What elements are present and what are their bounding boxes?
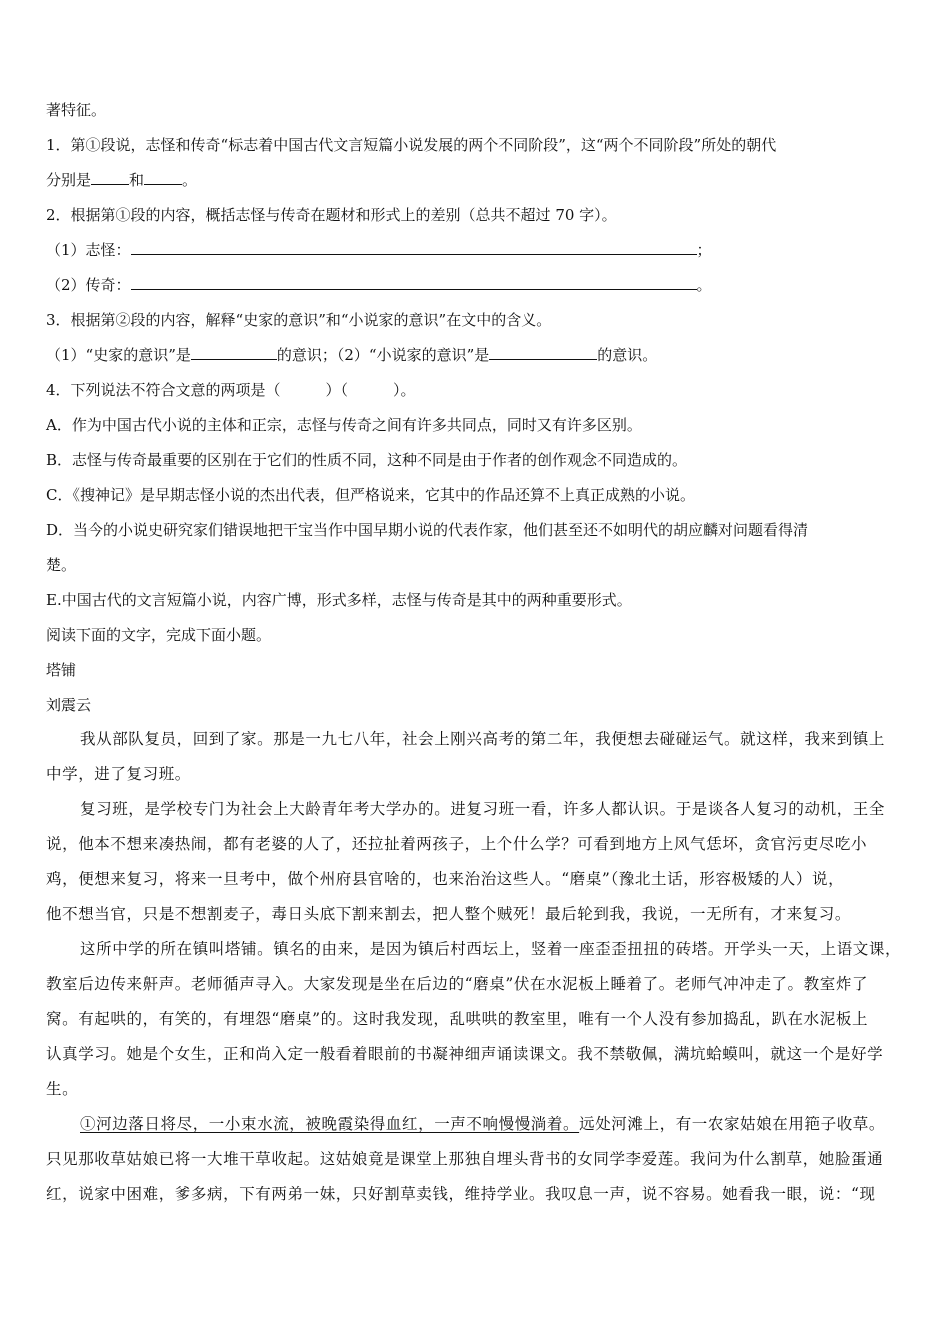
question-4: 4．下列说法不符合文意的两项是（ ）（ ）。 xyxy=(46,381,416,399)
story-line: 认真学习。她是个女生，正和尚入定一般看着眼前的书凝神细声诵读课文。我不禁敬佩，满坑蛤蟆叫，就这一个是好学 xyxy=(46,1045,884,1063)
question-1-continued: 分别是 和 。 xyxy=(46,171,198,189)
story-line: 鸡，便想来复习，将来一旦考中，做个州府县官啥的，也来治治这些人。“磨桌”（豫北土话，形容极矮的人）说， xyxy=(46,870,845,888)
answer-blank[interactable] xyxy=(489,345,597,360)
text-line: 著特征。 xyxy=(46,101,107,119)
answer-blank[interactable] xyxy=(131,275,697,290)
story-line: 我从部队复员，回到了家。那是一九七八年，社会上刚兴高考的第二年，我便想去碰碰运气。就这样，我来到镇上 xyxy=(80,730,886,748)
question-3-parts: （1）“史家的意识”是 的意识；（2）“小说家的意识”是 的意识。 xyxy=(46,346,658,364)
story-line: 他不想当官，只是不想割麦子，毒日头底下割来割去，把人整个贼死！最后轮到我，我说，一无所有，才来复习。 xyxy=(46,905,852,923)
underlined-sentence-1: ①河边落日将尽，一小束水流，被晚霞染得血红，一声不响慢慢淌着。 xyxy=(80,1115,580,1133)
question-1: 1．第①段说，志怪和传奇“标志着中国古代文言短篇小说发展的两个不同阶段”，这“两个不同阶段”所处的朝代 xyxy=(46,136,777,154)
option-d-continued: 楚。 xyxy=(46,556,77,574)
question-2: 2．根据第①段的内容，概括志怪与传奇在题材和形式上的差别（总共不超过 70 字）。 xyxy=(46,206,617,224)
story-line: 这所中学的所在镇叫塔铺。镇名的由来，是因为镇后村西坛上，竖着一座歪歪扭扭的砖塔。开学头一天，上语文课， xyxy=(80,940,902,958)
answer-blank[interactable] xyxy=(131,240,697,255)
story-line: 复习班，是学校专门为社会上大龄青年考大学办的。进复习班一看，许多人都认识。于是谈各人复习的动机，王全 xyxy=(80,800,886,818)
answer-blank[interactable] xyxy=(144,170,182,185)
answer-blank[interactable] xyxy=(191,345,277,360)
story-line: 生。 xyxy=(46,1080,79,1098)
question-2-part-1: （1）志怪： ； xyxy=(46,241,712,259)
story-line: 红，说家中困难，爹多病，下有两弟一妹，只好割草卖钱，维持学业。我叹息一声，说不容易。她看我一眼，说：“现 xyxy=(46,1185,876,1203)
option-e: E.中国古代的文言短篇小说，内容广博，形式多样，志怪与传奇是其中的两种重要形式。 xyxy=(46,591,632,609)
story-line: 教室后边传来鼾声。老师循声寻入。大家发现是坐在后边的“磨桌”伏在水泥板上睡着了。老师气冲冲走了。教室炸了 xyxy=(46,975,869,993)
story-line: ①河边落日将尽，一小束水流，被晚霞染得血红，一声不响慢慢淌着。远处河滩上，有一农家姑娘在用筢子收草。 xyxy=(80,1115,886,1133)
story-line: 只见那收草姑娘已将一大堆干草收起。这姑娘竟是课堂上那独自埋头背书的女同学李爱莲。我问为什么割草，她脸蛋通 xyxy=(46,1150,884,1168)
option-b: B．志怪与传奇最重要的区别在于它们的性质不同，这种不同是由于作者的创作观念不同造成的。 xyxy=(46,451,688,469)
question-2-part-2: （2）传奇： 。 xyxy=(46,276,712,294)
question-3: 3．根据第②段的内容，解释“史家的意识”和“小说家的意识”在文中的含义。 xyxy=(46,311,552,329)
answer-blank[interactable] xyxy=(91,170,129,185)
story-title: 塔铺 xyxy=(46,661,77,679)
story-author: 刘震云 xyxy=(46,696,92,714)
option-a: A．作为中国古代小说的主体和正宗，志怪与传奇之间有许多共同点，同时又有许多区别。 xyxy=(46,416,642,434)
story-line: 说，他本不想来凑热闹，都有老婆的人了，还拉扯着两孩子，上个什么学？可看到地方上风气恁坏，贪官污吏尽吃小 xyxy=(46,835,868,853)
option-c: C．《搜神记》是早期志怪小说的杰出代表，但严格说来，它其中的作品还算不上真正成熟的小说。 xyxy=(46,486,695,504)
option-d: D．当今的小说史研究家们错误地把干宝当作中国早期小说的代表作家，他们甚至还不如明代的胡应麟对问题看得清 xyxy=(46,521,809,539)
story-line: 窝。有起哄的，有笑的，有埋怨“磨桌”的。这时我发现，乱哄哄的教室里，唯有一个人没有参加捣乱，趴在水泥板上 xyxy=(46,1010,869,1028)
reading-instruction: 阅读下面的文字，完成下面小题。 xyxy=(46,626,272,644)
story-line: 中学，进了复习班。 xyxy=(46,765,191,783)
